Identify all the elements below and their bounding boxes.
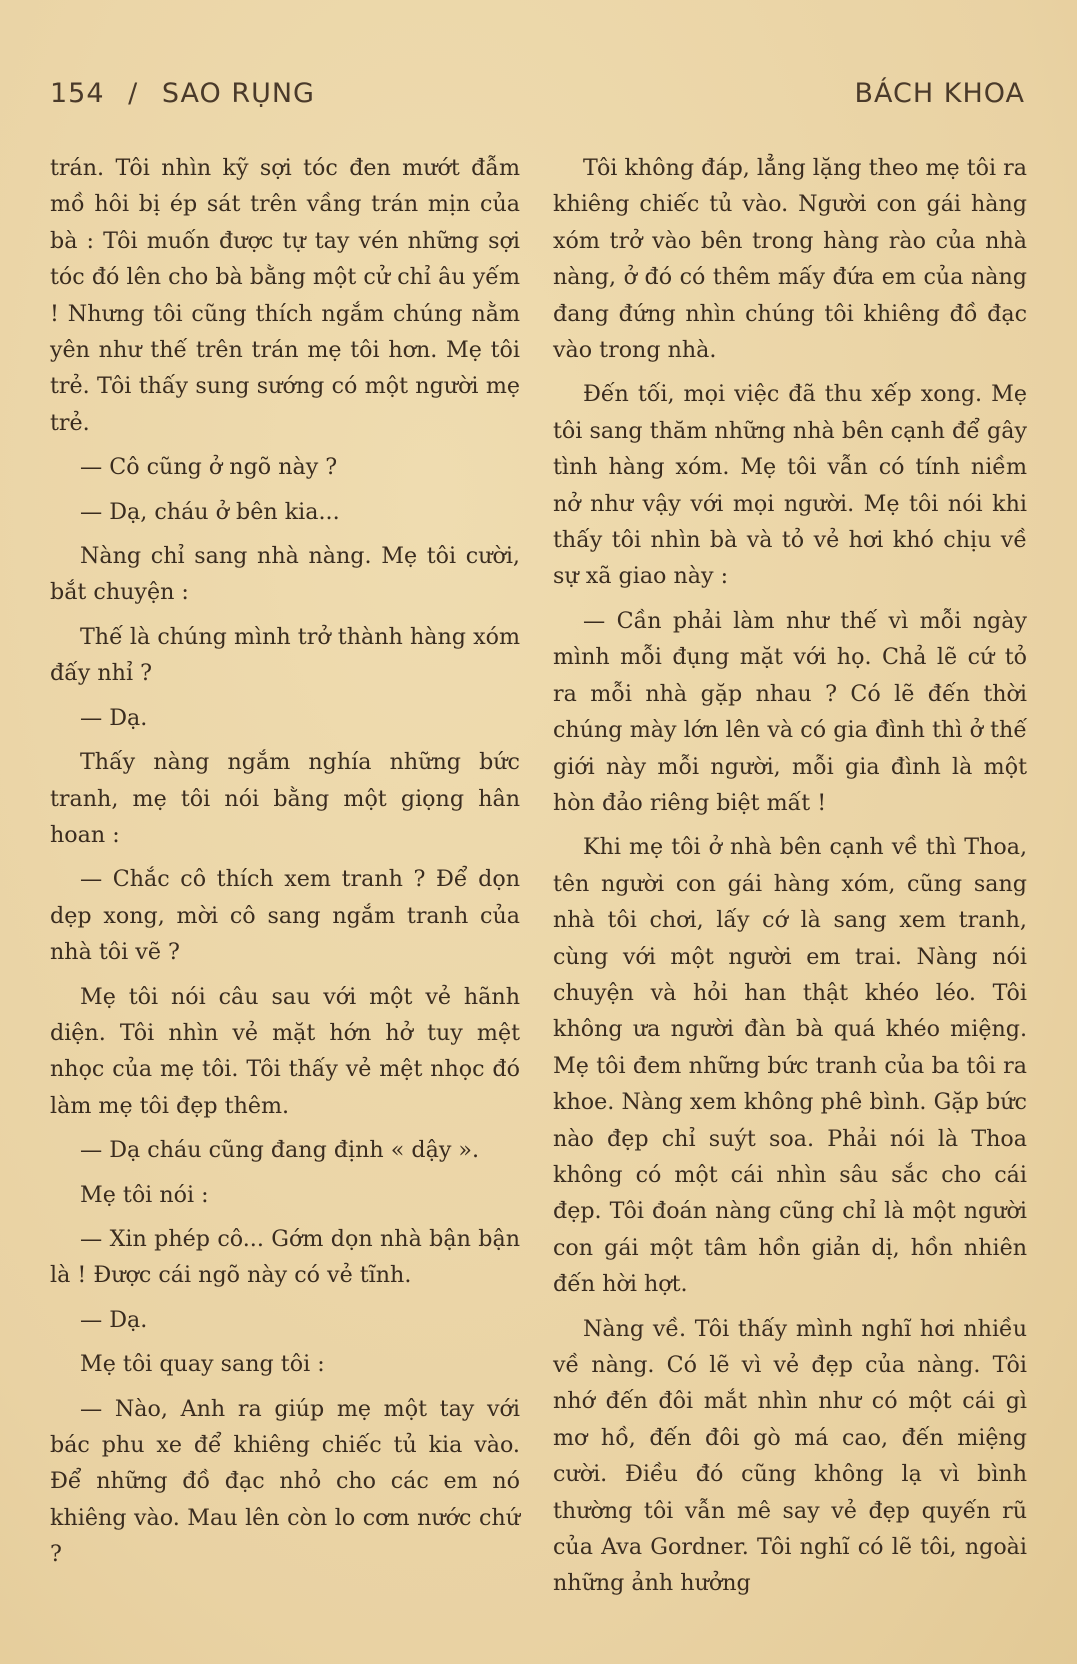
paragraph: — Cần phải làm như thế vì mỗi ngày mình mỗi đụng mặt với họ. Chả lẽ cứ tỏ ra mỗi nhà gặp nhau ? Có lẽ đến thời chúng mày lớn lên và có gia đình thì ở thế giới này mỗi người, mỗi gia đình là một hòn đảo riêng biệt mất ! [553,607,1027,816]
page-number: 154 [50,78,105,109]
paragraph: — Nào, Anh ra giúp mẹ một tay với bác phu xe để khiêng chiếc tủ kia vào. Để những đồ đạc nhỏ cho các em nó khiêng vào. Mau lên còn lo cơm nước chứ ? [50,1395,520,1568]
paragraph: Nàng chỉ sang nhà nàng. Mẹ tôi cười, bắt chuyện : [50,543,520,606]
paragraph: Mẹ tôi quay sang tôi : [80,1351,325,1378]
paragraph: — Dạ. [80,1306,148,1333]
paragraph: trán. Tôi nhìn kỹ sợi tóc đen mướt đẫm mồ hôi bị ép sát trên vầng trán mịn của bà : Tôi muốn được tự tay vén những sợi tóc đó lên cho bà bằng một cử chỉ âu yếm ! Nhưng tôi cũng thích ngắm chúng nằm yên như thế trên trán mẹ tôi hơn. Mẹ tôi trẻ. Tôi thấy sung sướng có một người mẹ trẻ. [50,155,520,436]
paragraph: — Dạ, cháu ở bên kia... [80,498,340,525]
paragraph: Tôi không đáp, lẳng lặng theo mẹ tôi ra khiêng chiếc tủ vào. Người con gái hàng xóm trở vào bên trong hàng rào của nhà nàng, ở đó có thêm mấy đứa em của nàng đang đứng nhìn chúng tôi khiêng đồ đạc vào trong nhà. [553,155,1027,364]
paragraph: — Dạ cháu cũng đang định « dậy ». [80,1137,480,1164]
paragraph: Khi mẹ tôi ở nhà bên cạnh về thì Thoa, tên người con gái hàng xóm, cũng sang nhà tôi chơi, lấy cớ là sang xem tranh, cùng với một người em trai. Nàng nói chuyện và hỏi han thật khéo léo. Tôi không ưa người đàn bà quá khéo miệng. Mẹ tôi đem những bức tranh của ba tôi ra khoe. Nàng xem không phê bình. Gặp bức nào đẹp chỉ suýt soa. Phải nói là Thoa không có một cái nhìn sâu sắc cho cái đẹp. Tôi đoán nàng cũng chỉ là một người con gái một tâm hồn giản dị, hồn nhiên đến hời hợt. [553,834,1027,1298]
paragraph: Nàng về. Tôi thấy mình nghĩ hơi nhiều về nàng. Có lẽ vì vẻ đẹp của nàng. Tôi nhớ đến đôi mắt nhìn như có một cái gì mơ hồ, đến đôi gò má cao, đến miệng cười. Điều đó cũng không lạ vì bình thường tôi vẫn mê say vẻ đẹp quyến rũ của Ava Gordner. Tôi nghĩ có lẽ tôi, ngoài những ảnh hưởng [553,1315,1027,1597]
paragraph: — Dạ. [80,704,148,731]
right-column [553,150,1027,1610]
paragraph: Thế là chúng mình trở thành hàng xóm đấy nhỉ ? [50,623,520,687]
paragraph: Mẹ tôi nói : [80,1181,209,1208]
paragraph: Mẹ tôi nói câu sau với một vẻ hãnh diện. Tôi nhìn vẻ mặt hớn hở tuy mệt nhọc của mẹ tôi. Tôi thấy vẻ mệt nhọc đó làm mẹ tôi đẹp thêm. [50,983,520,1119]
paragraph: — Chắc cô thích xem tranh ? Để dọn dẹp xong, mời cô sang ngắm tranh của nhà tôi vẽ ? [50,866,520,966]
page-header [50,78,1025,118]
left-column [50,150,520,1581]
paragraph: — Cô cũng ở ngõ này ? [80,454,338,481]
header-separator: / [128,78,139,109]
section-title: SAO RỤNG [161,78,315,109]
paragraph: Đến tối, mọi việc đã thu xếp xong. Mẹ tôi sang thăm những nhà bên cạnh để gây tình hàng xóm. Mẹ tôi vẫn có tính niềm nở như vậy với mọi người. Mẹ tôi nói khi thấy tôi nhìn bà và tỏ vẻ hơi khó chịu về sự xã giao này : [553,381,1027,590]
paragraph: Thấy nàng ngắm nghía những bức tranh, mẹ tôi nói bằng một giọng hân hoan : [50,749,520,848]
header-left [50,78,329,109]
magazine-title: BÁCH KHOA [854,78,1025,109]
paragraph: — Xin phép cô... Gớm dọn nhà bận bận là ! Được cái ngõ này có vẻ tĩnh. [50,1225,520,1289]
